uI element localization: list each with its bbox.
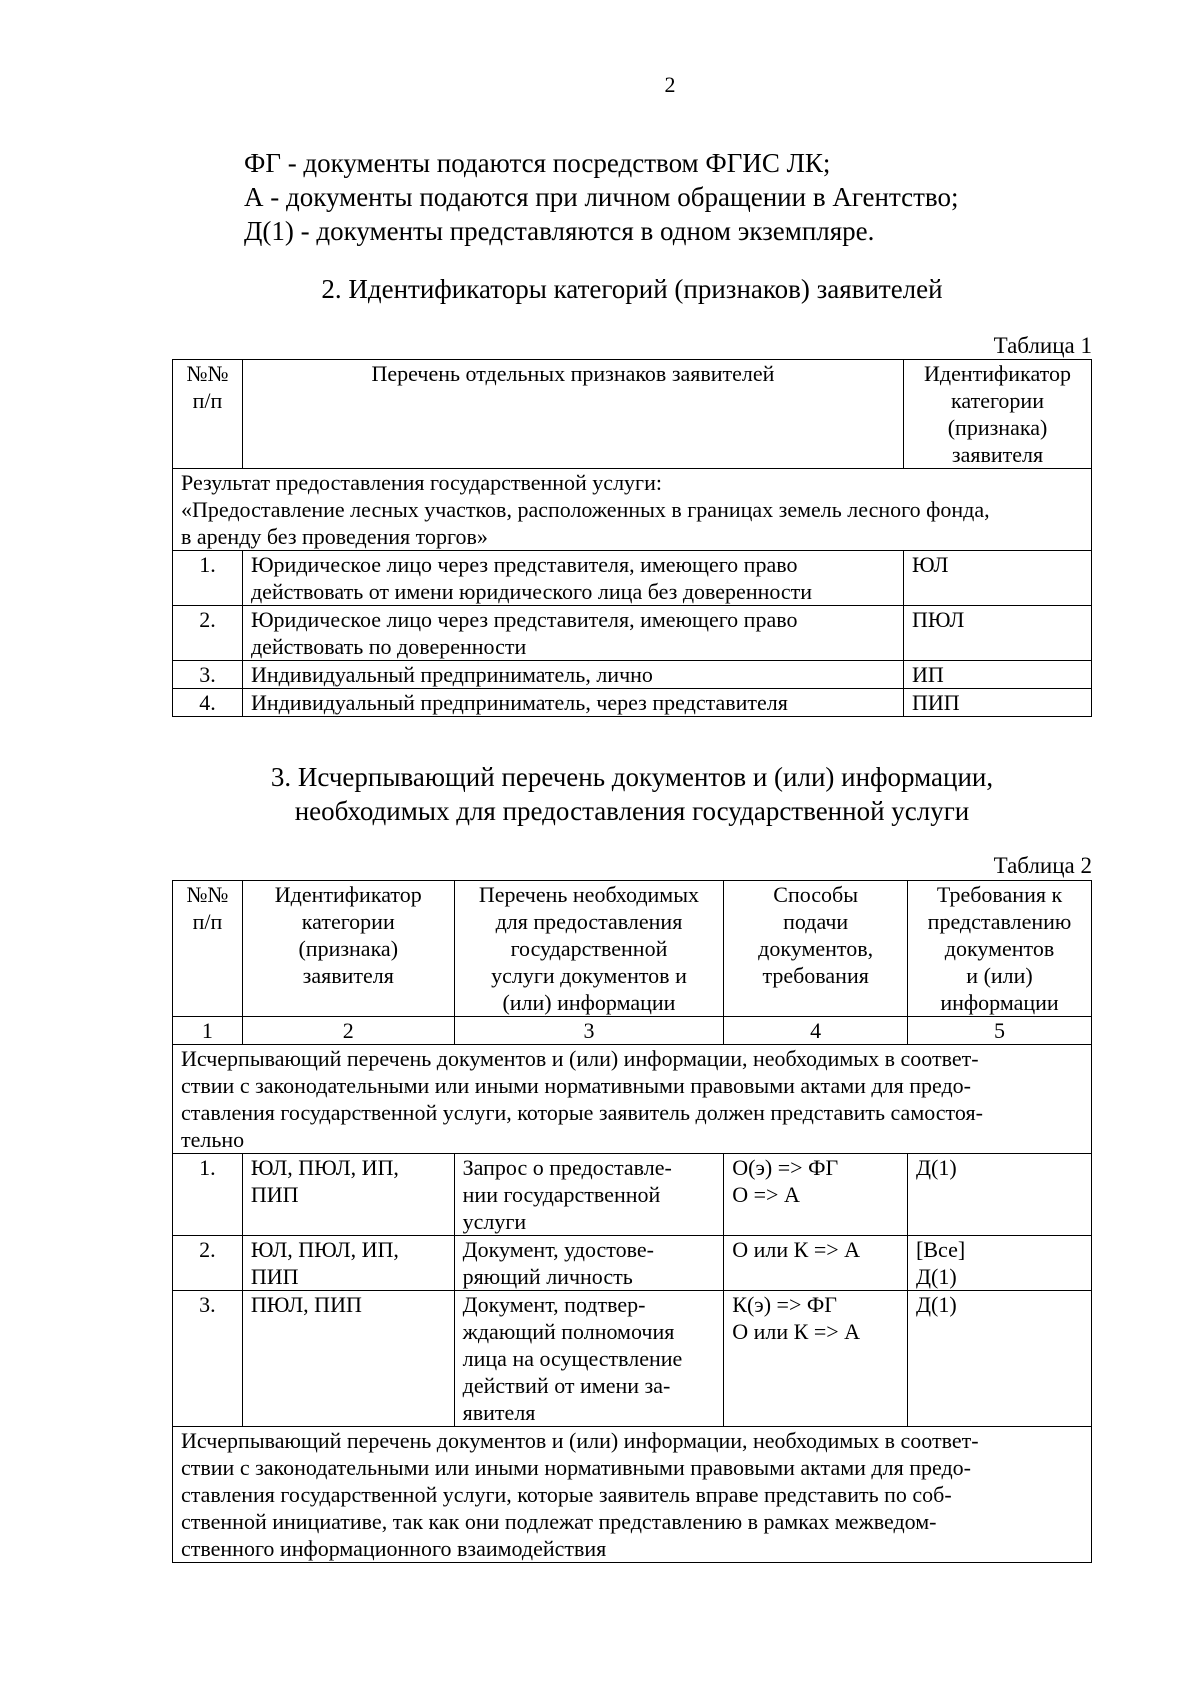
row-document: Документ, удостове- ряющий личность <box>454 1236 724 1291</box>
group-2-cell: Исчерпывающий перечень документов и (или) информации, необходимых в соответ- ствии с законодательными или иными нормативными правовыми актами для предо- ставления государственной услуги, которые заявитель вправе представить по соб- ственной инициативе, так как они подлежат представлению в рамках межведом- ственного информационного взаимодействия <box>173 1427 1092 1563</box>
row-category: ЮЛ, ПЮЛ, ИП, ПИП <box>242 1154 454 1236</box>
header-identifier: Идентификатор категории (признака) заявителя <box>904 360 1092 469</box>
column-number: 5 <box>908 1017 1092 1045</box>
row-ways: К(э) => ФГ О или К => А <box>724 1291 908 1427</box>
row-identifier: ПЮЛ <box>904 606 1092 661</box>
table-2-header-row <box>173 881 1092 1017</box>
row-text: Индивидуальный предприниматель, через представителя <box>242 689 903 717</box>
group-1-cell: Исчерпывающий перечень документов и (или) информации, необходимых в соответ- ствии с законодательными или иными нормативными правовыми актами для предо- ставления государственной услуги, которые заявитель должен представить самостоя- тельно <box>173 1045 1092 1154</box>
row-num: 3. <box>173 1291 243 1427</box>
table-2-caption: Таблица 2 <box>993 853 1092 878</box>
table-row <box>173 1236 1092 1291</box>
legend-line: Д(1) - документы представляются в одном экземпляре. <box>244 216 875 246</box>
table-row <box>173 1154 1092 1236</box>
header-num: №№ п/п <box>173 360 243 469</box>
header-category: Идентификатор категории (признака) заявителя <box>242 881 454 1017</box>
row-num: 2. <box>173 1236 243 1291</box>
page-number: 2 <box>664 72 676 97</box>
table-row <box>173 606 1092 661</box>
row-ways: О или К => А <box>724 1236 908 1291</box>
section-2-title: 2. Идентификаторы категорий (признаков) заявителей <box>321 274 943 304</box>
row-document: Запрос о предоставле- нии государственной услуги <box>454 1154 724 1236</box>
table-2 <box>172 880 1092 1563</box>
table-row <box>173 661 1092 689</box>
header-documents: Перечень необходимых для предоставления государственной услуги документов и (или) информации <box>454 881 724 1017</box>
header-list: Перечень отдельных признаков заявителей <box>242 360 903 469</box>
header-ways: Способы подачи документов, требования <box>724 881 908 1017</box>
row-requirements: [Все] Д(1) <box>908 1236 1092 1291</box>
row-num: 3. <box>173 661 243 689</box>
row-text: Юридическое лицо через представителя, имеющего право действовать от имени юридического лица без доверенности <box>242 551 903 606</box>
result-cell: Результат предоставления государственной услуги: «Предоставление лесных участков, расположенных в границах земель лесного фонда, в аренду без проведения торгов» <box>173 469 1092 551</box>
row-category: ПЮЛ, ПИП <box>242 1291 454 1427</box>
row-text: Индивидуальный предприниматель, лично <box>242 661 903 689</box>
row-requirements: Д(1) <box>908 1291 1092 1427</box>
abbreviations-legend <box>244 146 958 248</box>
column-numbers-row <box>173 1017 1092 1045</box>
row-identifier: ПИП <box>904 689 1092 717</box>
group-header-row <box>173 1045 1092 1154</box>
section-3-title: 3. Исчерпывающий перечень документов и (или) информации, необходимых для предоставления государственной услуги <box>270 762 994 826</box>
header-num: №№ п/п <box>173 881 243 1017</box>
row-identifier: ЮЛ <box>904 551 1092 606</box>
row-document: Документ, подтвер- ждающий полномочия лица на осуществление действий от имени за- явителя <box>454 1291 724 1427</box>
table-1-result-row <box>173 469 1092 551</box>
row-num: 2. <box>173 606 243 661</box>
table-row <box>173 689 1092 717</box>
row-category: ЮЛ, ПЮЛ, ИП, ПИП <box>242 1236 454 1291</box>
row-num: 1. <box>173 1154 243 1236</box>
table-1-caption: Таблица 1 <box>993 333 1092 358</box>
header-requirements: Требования к представлению документов и (или) информации <box>908 881 1092 1017</box>
table-row <box>173 1291 1092 1427</box>
row-num: 1. <box>173 551 243 606</box>
table-1-header-row <box>173 360 1092 469</box>
row-num: 4. <box>173 689 243 717</box>
column-number: 4 <box>724 1017 908 1045</box>
table-1 <box>172 359 1092 717</box>
column-number: 1 <box>173 1017 243 1045</box>
row-ways: О(э) => ФГ О => А <box>724 1154 908 1236</box>
table-row <box>173 551 1092 606</box>
row-requirements: Д(1) <box>908 1154 1092 1236</box>
group-header-row <box>173 1427 1092 1563</box>
legend-line: ФГ - документы подаются посредством ФГИС ЛК; <box>244 148 831 178</box>
row-identifier: ИП <box>904 661 1092 689</box>
row-text: Юридическое лицо через представителя, имеющего право действовать по доверенности <box>242 606 903 661</box>
column-number: 2 <box>242 1017 454 1045</box>
legend-line: А - документы подаются при личном обращении в Агентство; <box>244 182 959 212</box>
column-number: 3 <box>454 1017 724 1045</box>
